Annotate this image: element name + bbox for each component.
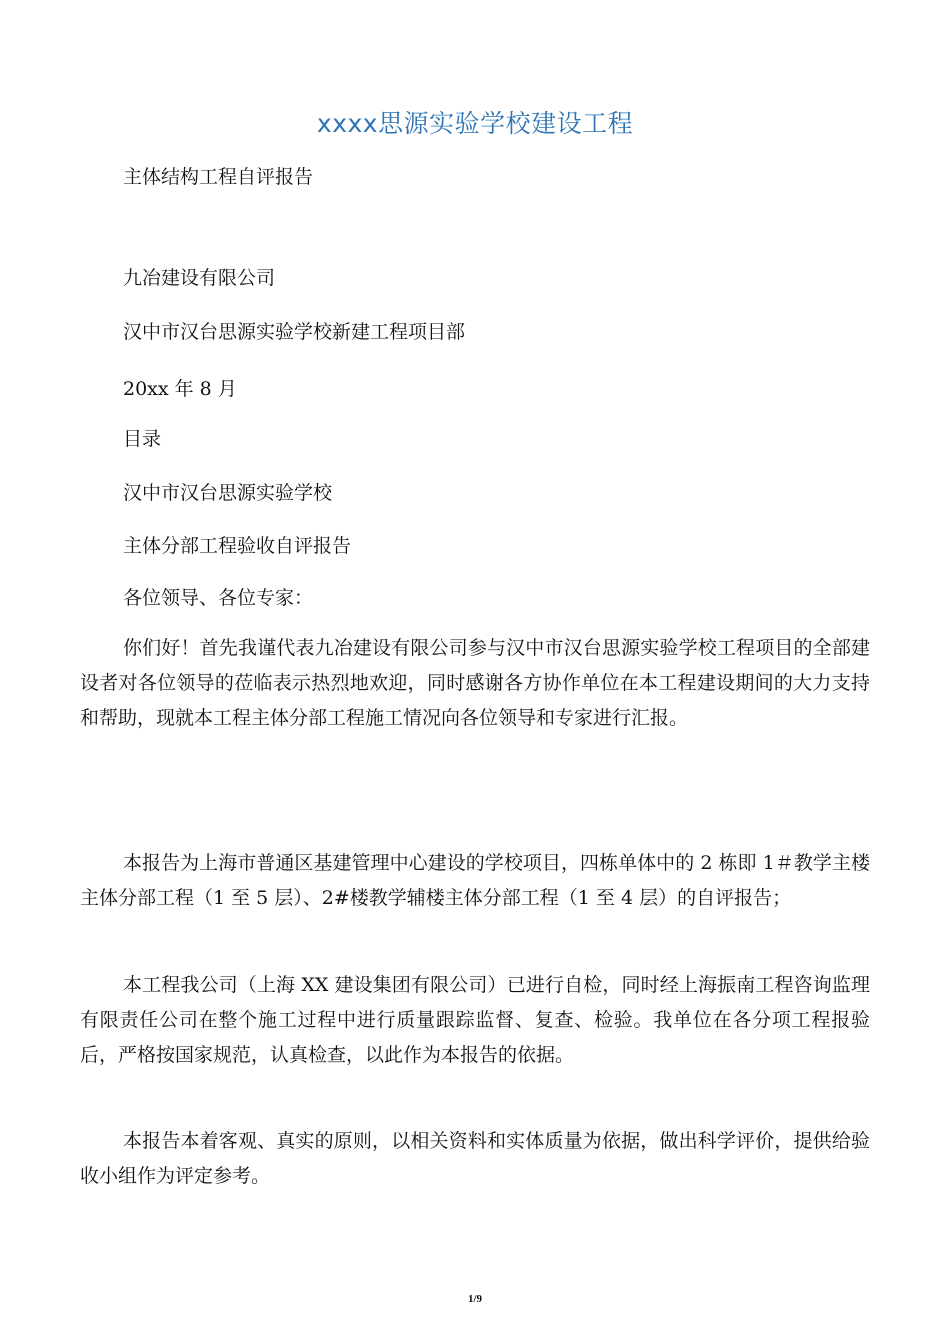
report-name: 主体分部工程验收自评报告: [123, 535, 352, 557]
paragraph-principle: 本报告本着客观、真实的原则，以相关资料和实体质量为依据，做出科学评价，提供给验收小组作为评定参考。: [80, 1130, 870, 1187]
company-name: 九冶建设有限公司: [123, 267, 276, 289]
document-title: xxxx思源实验学校建设工程: [316, 109, 634, 138]
toc-heading: 目录: [123, 428, 162, 450]
paragraph-greeting: 你们好！首先我谨代表九冶建设有限公司参与汉中市汉台思源实验学校工程项目的全部建设者对各位领导的莅临表示热烈地欢迎，同时感谢各方协作单位在本工程建设期间的大力支持和帮助，现就本工程主体分部工程施工情况向各位领导和专家进行汇报。: [80, 637, 870, 729]
paragraph-scope: 本报告为上海市普通区基建管理中心建设的学校项目，四栋单体中的 2 栋即 1＃教学主楼主体分部工程（1 至 5 层）、2#楼教学辅楼主体分部工程（1 至 4 层）的自评报告；: [80, 852, 870, 909]
school-name: 汉中市汉台思源实验学校: [123, 482, 333, 504]
project-department: 汉中市汉台思源实验学校新建工程项目部: [123, 321, 466, 343]
document-subtitle: 主体结构工程自评报告: [123, 166, 314, 188]
paragraph-inspection: 本工程我公司（上海 XX 建设集团有限公司）已进行自检，同时经上海振南工程咨询监理有限责任公司在整个施工过程中进行质量跟踪监督、复查、检验。我单位在各分项工程报验后，严格按国家规范，认真检查，以此作为本报告的依据。: [80, 974, 870, 1066]
report-date: 20xx 年 8 月: [123, 378, 237, 400]
salutation: 各位领导、各位专家：: [123, 587, 314, 609]
page-number: 1/9: [467, 1293, 483, 1305]
